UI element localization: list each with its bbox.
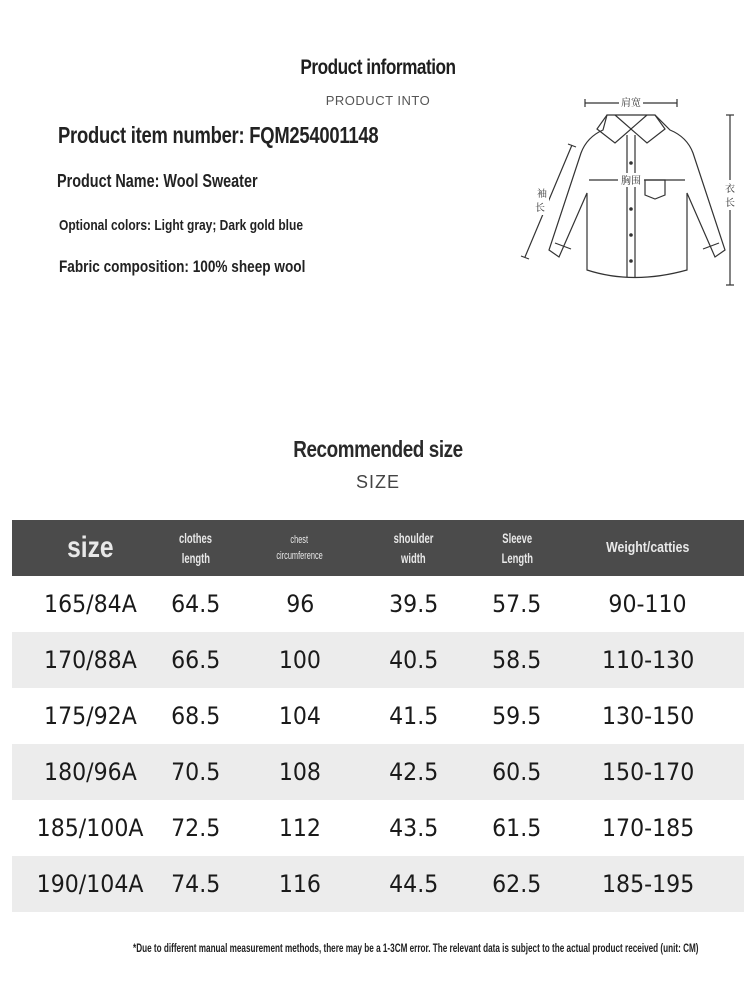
header-weight: Weight/catties <box>606 539 690 556</box>
cell-weight: 110-130 <box>601 646 695 674</box>
size-table <box>12 520 744 912</box>
cell-shoulder: 42.5 <box>389 758 439 786</box>
cell-sleeve: 58.5 <box>492 646 542 674</box>
header-size: size <box>66 531 114 564</box>
cell-weight: 150-170 <box>601 758 695 786</box>
size-section-subtitle: SIZE <box>355 472 400 492</box>
cell-weight: 130-150 <box>601 702 695 730</box>
product-item-number: Product item number: FQM254001148 <box>58 122 379 148</box>
size-section-title: Recommended size <box>293 436 463 462</box>
shirt-measurement-diagram <box>515 85 750 290</box>
product-info-subtitle: PRODUCT INTO <box>325 93 431 108</box>
cell-clothes-length: 72.5 <box>171 814 221 842</box>
cell-sleeve: 61.5 <box>492 814 542 842</box>
cell-shoulder: 41.5 <box>389 702 439 730</box>
table-row <box>12 632 744 688</box>
cell-shoulder: 44.5 <box>389 870 439 898</box>
header-shoulder-width: shoulder width <box>394 530 434 566</box>
table-row <box>12 800 744 856</box>
shoulder-width-label: 肩宽 <box>621 98 641 109</box>
length-label-2: 长 <box>725 198 735 209</box>
cell-weight: 90-110 <box>608 590 688 618</box>
cell-sleeve: 57.5 <box>492 590 542 618</box>
cell-shoulder: 40.5 <box>389 646 439 674</box>
table-row <box>12 688 744 744</box>
length-label-1: 衣 <box>725 184 735 195</box>
cell-clothes-length: 70.5 <box>171 758 221 786</box>
cell-clothes-length: 74.5 <box>171 870 221 898</box>
chest-label: 胸围 <box>621 176 641 187</box>
cell-size: 165/84A <box>43 590 137 618</box>
cell-shoulder: 39.5 <box>389 590 439 618</box>
table-row <box>12 856 744 912</box>
cell-chest: 112 <box>278 814 322 842</box>
header-clothes-length: clothes length <box>179 530 213 566</box>
cell-chest: 100 <box>278 646 322 674</box>
measurement-footnote: *Due to different manual measurement methods, there may be a 1-3CM error. The relevant data is subject to the actual product received (unit: CM) <box>133 941 699 955</box>
cell-shoulder: 43.5 <box>389 814 439 842</box>
sleeve-label-2: 长 <box>535 203 545 214</box>
product-info-title: Product information <box>300 56 456 79</box>
table-row <box>12 576 744 632</box>
header-chest-circumference: chest circumference <box>276 534 324 562</box>
cell-size: 170/88A <box>43 646 137 674</box>
cell-sleeve: 62.5 <box>492 870 542 898</box>
fabric-composition: Fabric composition: 100% sheep wool <box>59 257 306 276</box>
cell-chest: 108 <box>278 758 322 786</box>
optional-colors: Optional colors: Light gray; Dark gold blue <box>59 217 304 234</box>
cell-chest: 104 <box>278 702 322 730</box>
cell-clothes-length: 66.5 <box>171 646 221 674</box>
cell-sleeve: 59.5 <box>492 702 542 730</box>
cell-weight: 170-185 <box>601 814 695 842</box>
cell-size: 185/100A <box>36 814 144 842</box>
cell-size: 175/92A <box>43 702 137 730</box>
cell-size: 190/104A <box>36 870 144 898</box>
cell-clothes-length: 64.5 <box>171 590 221 618</box>
cell-chest: 96 <box>285 590 315 618</box>
sleeve-label-1: 袖 <box>537 189 547 200</box>
table-row <box>12 744 744 800</box>
cell-weight: 185-195 <box>601 870 695 898</box>
cell-chest: 116 <box>278 870 322 898</box>
cell-size: 180/96A <box>43 758 137 786</box>
header-sleeve-length: Sleeve Length <box>501 530 533 566</box>
shirt-outline-icon <box>515 85 750 290</box>
cell-sleeve: 60.5 <box>492 758 542 786</box>
product-name: Product Name: Wool Sweater <box>57 171 258 191</box>
cell-clothes-length: 68.5 <box>171 702 221 730</box>
size-table-header <box>12 520 744 576</box>
